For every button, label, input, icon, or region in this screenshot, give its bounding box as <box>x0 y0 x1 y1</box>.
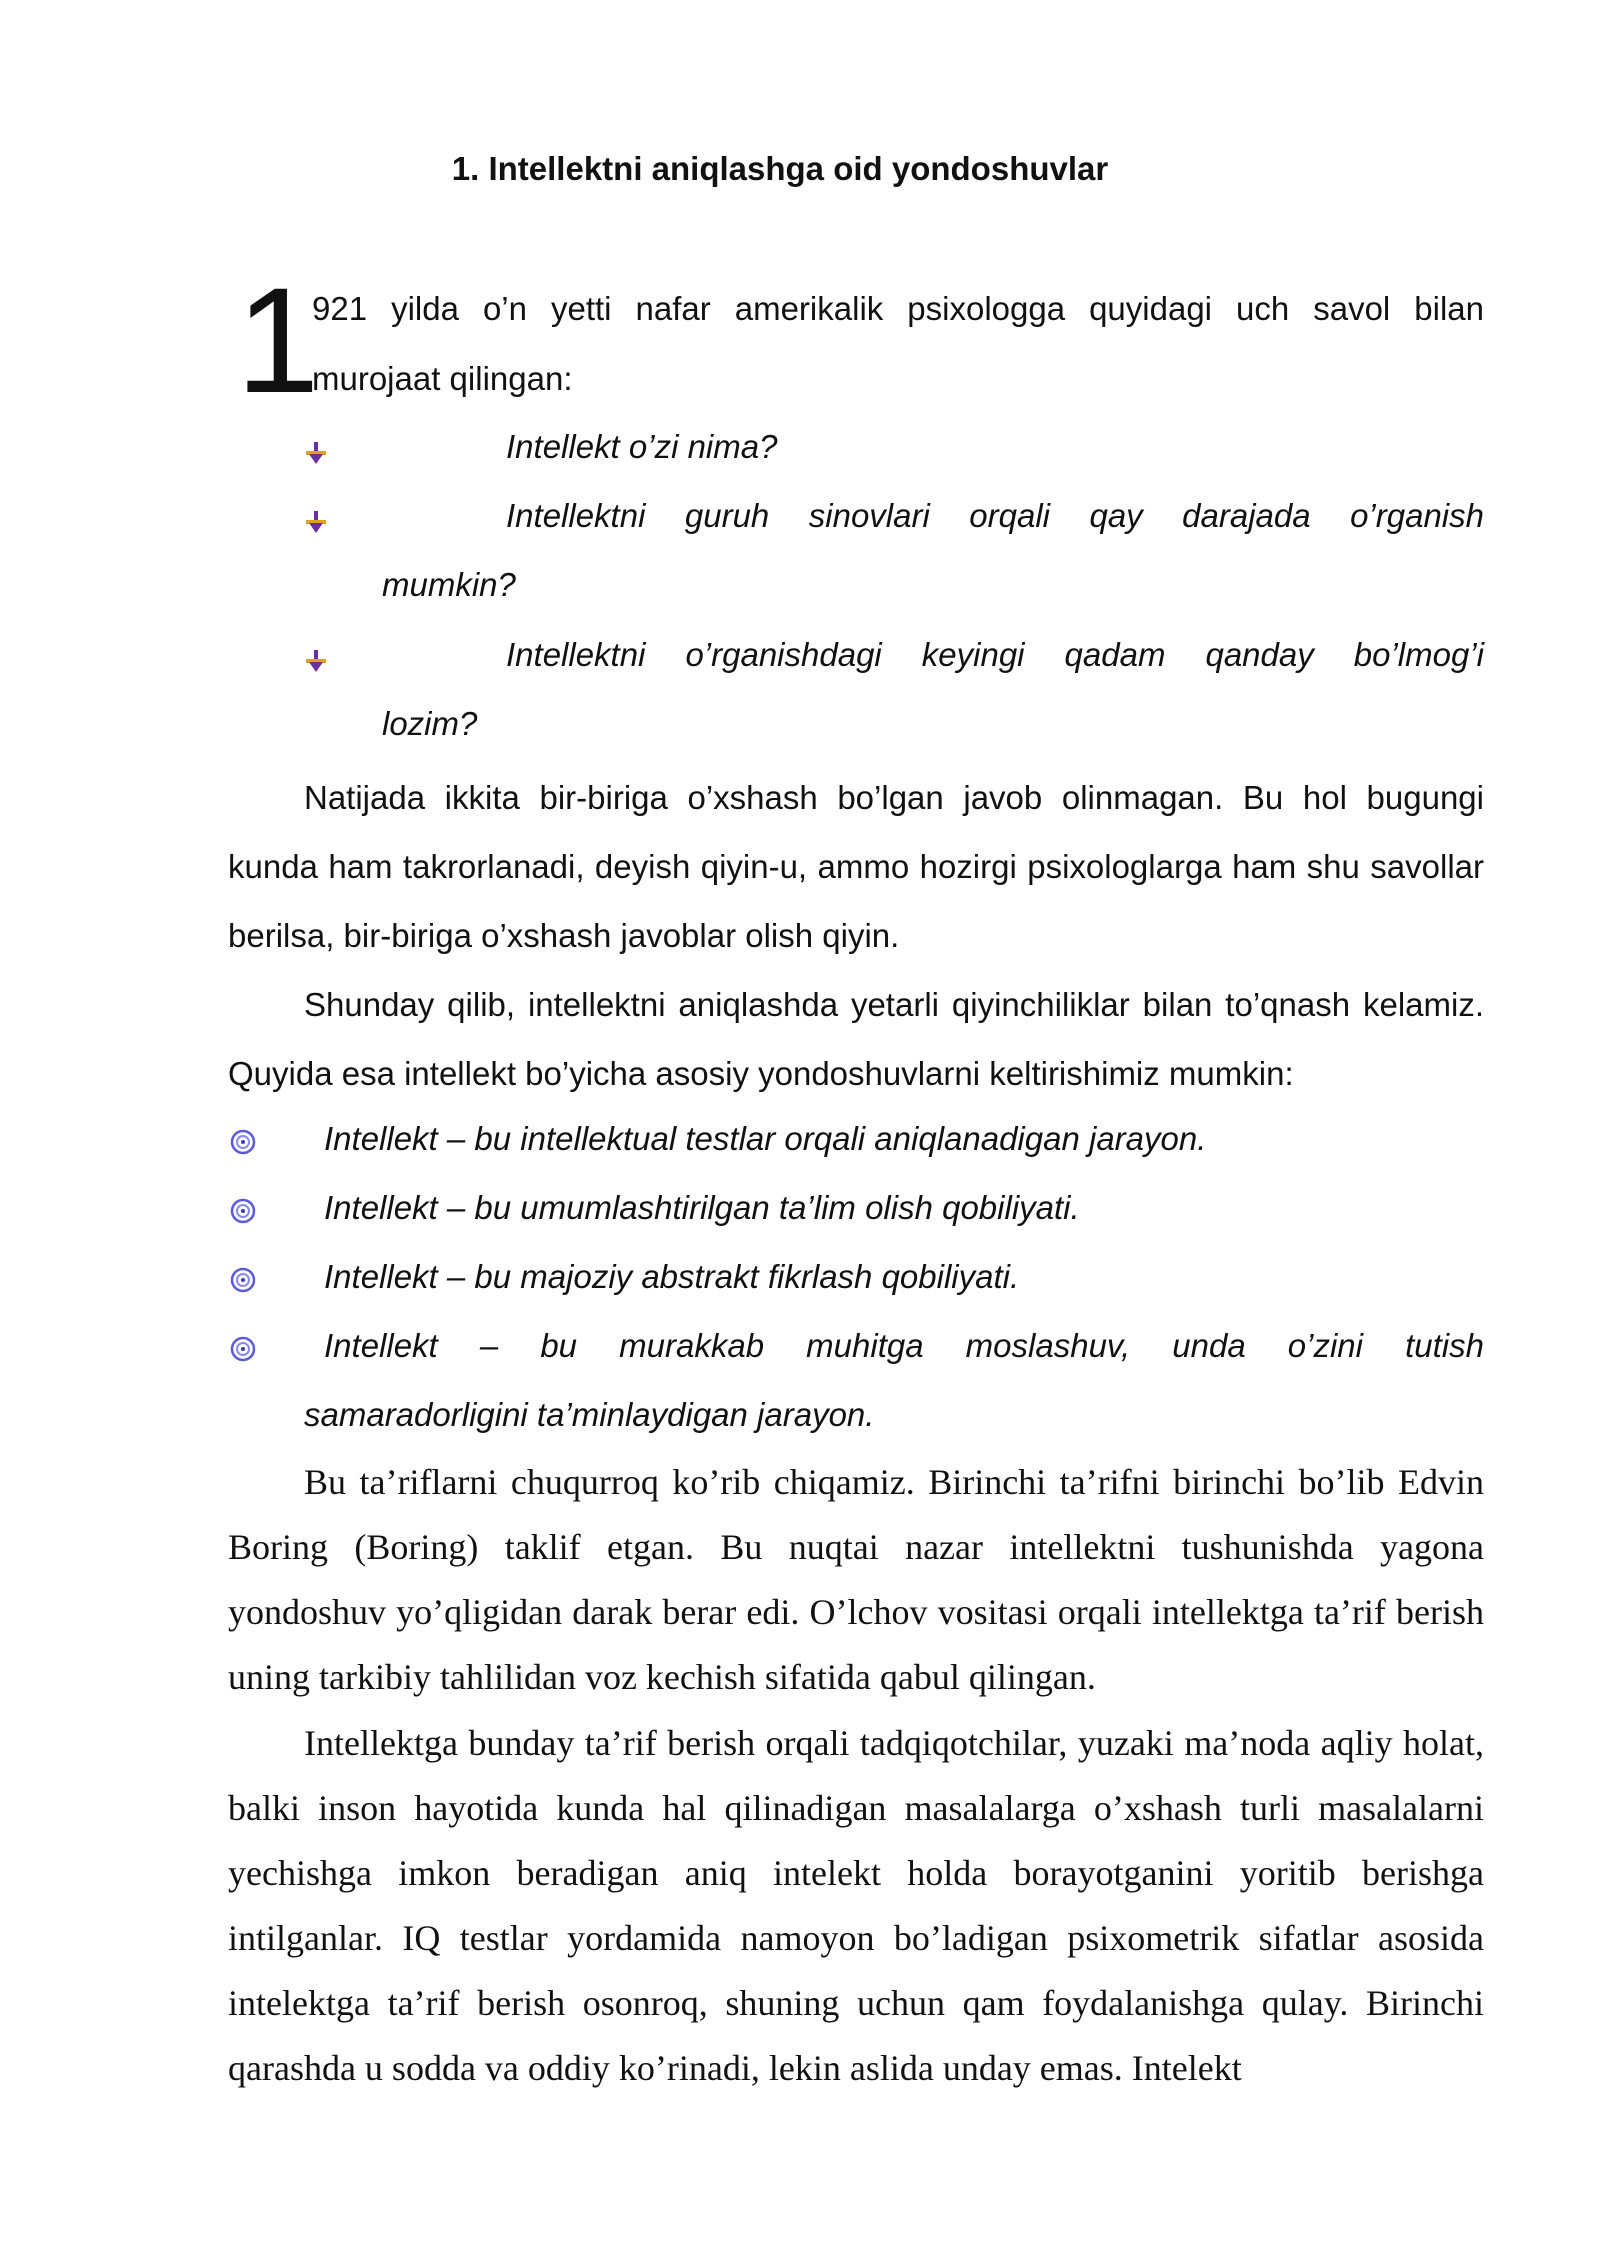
spiral-icon <box>230 1129 256 1155</box>
definition-item-4-continuation: samaradorligini ta’minlaydigan jarayon. <box>304 1396 875 1433</box>
drop-cap: 1 <box>236 256 320 424</box>
question-item-2-continuation: mumkin? <box>382 566 516 603</box>
spiral-icon <box>230 1336 256 1362</box>
paragraph-1: Natijada ikkita bir-biriga o’xshash bo’lgan javob olinmagan. Bu hol bugungi kunda ham takrorlanadi, deyish qiyin-u, ammo hozirgi psixologlarga ham shu savollar berilsa, bir-biriga o’xshash javoblar olish qiyin. <box>228 779 1484 954</box>
spiral-icon <box>230 1198 256 1224</box>
intro-line-2: murojaat qilingan: <box>312 360 573 397</box>
question-item-2: Intellektni guruh sinovlari orqali qay darajada o’rganish <box>506 497 1484 534</box>
definition-item-2: Intellekt – bu umumlashtirilgan ta’lim olish qobiliyati. <box>324 1189 1080 1226</box>
paragraph-4: Intellektga bunday ta’rif berish orqali tadqiqotchilar, yuzaki ma’noda aqliy holat, balki inson hayotida kunda hal qilinadigan masalalarga o’xshash turli masalalarni yechishga imkon beradigan aniq intelekt holda borayotganini yoritib berishga intilganlar. IQ testlar yordamida namoyon bo’ladigan psixometrik sifatlar asosida intelektga ta’rif berish osonroq, shuning uchun qam foydalanishga qulay. Birinchi qarashda u sodda va oddiy ko’rinadi, lekin aslida unday emas. Intelekt <box>228 1723 1484 2088</box>
arrow-down-icon <box>306 650 326 672</box>
question-item-1: Intellekt o’zi nima? <box>506 428 778 465</box>
question-item-3-continuation: lozim? <box>382 705 478 742</box>
definition-item-1: Intellekt – bu intellektual testlar orqali aniqlanadigan jarayon. <box>324 1120 1207 1157</box>
spiral-icon <box>230 1267 256 1293</box>
arrow-down-icon <box>306 511 326 533</box>
page-title: 1. Intellektni aniqlashga oid yondoshuvlar <box>451 150 1109 187</box>
definition-item-3: Intellekt – bu majoziy abstrakt fikrlash qobiliyati. <box>324 1258 1020 1295</box>
paragraph-2: Shunday qilib, intellektni aniqlashda yetarli qiyinchiliklar bilan to’qnash kelamiz. Quyida esa intellekt bo’yicha asosiy yondoshuvlarni keltirishimiz mumkin: <box>228 986 1484 1092</box>
definition-item-4: Intellekt – bu murakkab muhitga moslashuv, unda o’zini tutish <box>324 1327 1484 1364</box>
question-item-3: Intellektni o’rganishdagi keyingi qadam qanday bo’lmog’i <box>506 636 1484 673</box>
paragraph-3: Bu ta’riflarni chuqurroq ko’rib chiqamiz. Birinchi ta’rifni birinchi bo’lib Edvin Boring (Boring) taklif etgan. Bu nuqtai nazar intellektni tushunishda yagona yondoshuv yo’qligidan darak berar edi. O’lchov vositasi orqali intellektga ta’rif berish uning tarkibiy tahlilidan voz kechish sifatida qabul qilingan. <box>228 1462 1484 1697</box>
arrow-down-icon <box>306 442 326 464</box>
intro-line-1: 921 yilda o’n yetti nafar amerikalik psixologga quyidagi uch savol bilan <box>312 290 1484 327</box>
